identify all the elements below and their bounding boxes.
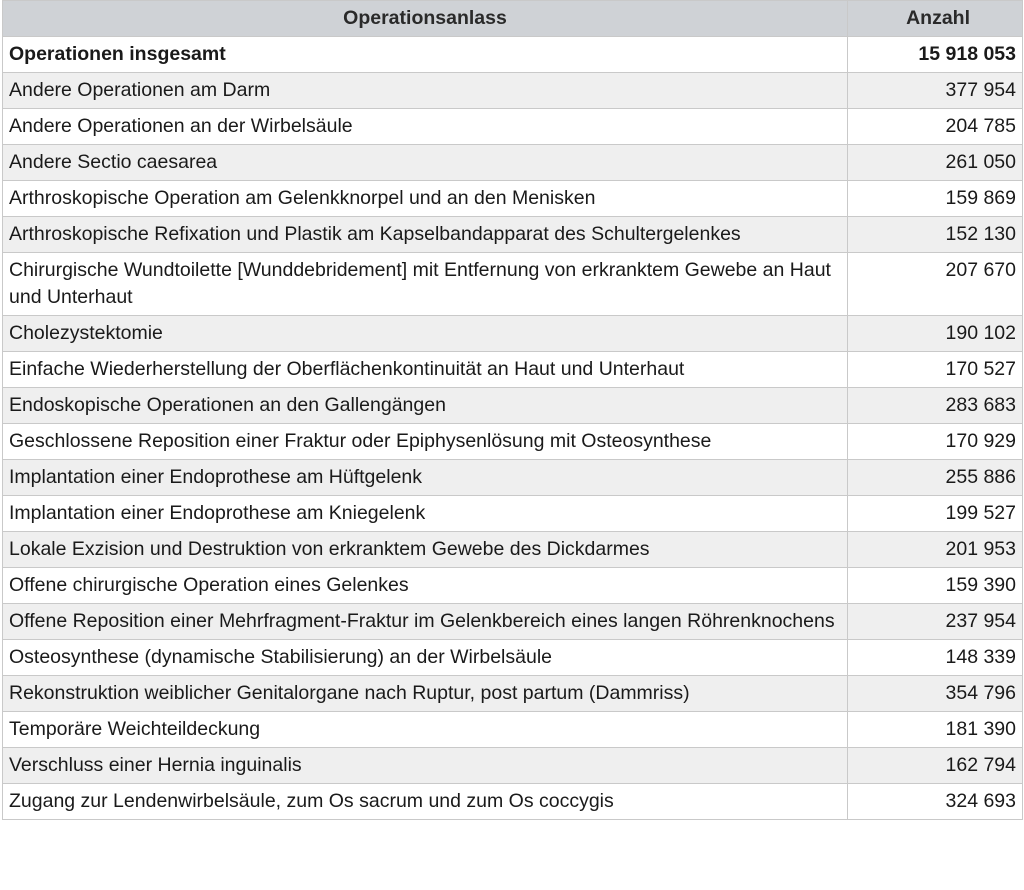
table-row bbox=[3, 712, 1023, 748]
row-count: 377 954 bbox=[848, 73, 1023, 109]
table-row bbox=[3, 424, 1023, 460]
table-row bbox=[3, 676, 1023, 712]
row-operation-name: Andere Operationen an der Wirbelsäule bbox=[3, 109, 848, 145]
row-operation-name: Zugang zur Lendenwirbelsäule, zum Os sacrum und zum Os coccygis bbox=[3, 784, 848, 820]
row-operation-name: Offene chirurgische Operation eines Gelenkes bbox=[3, 568, 848, 604]
row-operation-name: Einfache Wiederherstellung der Oberflächenkontinuität an Haut und Unterhaut bbox=[3, 352, 848, 388]
row-operation-name: Andere Sectio caesarea bbox=[3, 145, 848, 181]
row-operation-name: Implantation einer Endoprothese am Hüftgelenk bbox=[3, 460, 848, 496]
row-operation-name: Rekonstruktion weiblicher Genitalorgane nach Ruptur, post partum (Dammriss) bbox=[3, 676, 848, 712]
row-count: 159 390 bbox=[848, 568, 1023, 604]
table-row bbox=[3, 352, 1023, 388]
row-count: 201 953 bbox=[848, 532, 1023, 568]
row-operation-name: Osteosynthese (dynamische Stabilisierung) an der Wirbelsäule bbox=[3, 640, 848, 676]
table-row bbox=[3, 316, 1023, 352]
row-operation-name: Chirurgische Wundtoilette [Wunddebridement] mit Entfernung von erkranktem Gewebe an Haut und Unterhaut bbox=[3, 253, 848, 316]
row-operation-name: Verschluss einer Hernia inguinalis bbox=[3, 748, 848, 784]
row-operation-name: Endoskopische Operationen an den Gallengängen bbox=[3, 388, 848, 424]
table-row bbox=[3, 496, 1023, 532]
row-count: 162 794 bbox=[848, 748, 1023, 784]
total-row bbox=[3, 37, 1023, 73]
row-operation-name: Implantation einer Endoprothese am Kniegelenk bbox=[3, 496, 848, 532]
table-body bbox=[3, 37, 1023, 820]
table-row bbox=[3, 217, 1023, 253]
table-row bbox=[3, 181, 1023, 217]
row-operation-name: Arthroskopische Refixation und Plastik am Kapselbandapparat des Schultergelenkes bbox=[3, 217, 848, 253]
row-operation-name: Cholezystektomie bbox=[3, 316, 848, 352]
row-count: 181 390 bbox=[848, 712, 1023, 748]
row-count: 207 670 bbox=[848, 253, 1023, 316]
row-operation-name: Lokale Exzision und Destruktion von erkranktem Gewebe des Dickdarmes bbox=[3, 532, 848, 568]
row-operation-name: Temporäre Weichteildeckung bbox=[3, 712, 848, 748]
table-row bbox=[3, 640, 1023, 676]
total-count: 15 918 053 bbox=[848, 37, 1023, 73]
row-count: 159 869 bbox=[848, 181, 1023, 217]
row-operation-name: Offene Reposition einer Mehrfragment-Fraktur im Gelenkbereich eines langen Röhrenknochens bbox=[3, 604, 848, 640]
table-row bbox=[3, 145, 1023, 181]
header-operationsanlass: Operationsanlass bbox=[3, 1, 848, 37]
row-count: 237 954 bbox=[848, 604, 1023, 640]
table-row bbox=[3, 532, 1023, 568]
header-anzahl: Anzahl bbox=[848, 1, 1023, 37]
row-count: 283 683 bbox=[848, 388, 1023, 424]
row-operation-name: Geschlossene Reposition einer Fraktur oder Epiphysenlösung mit Osteosynthese bbox=[3, 424, 848, 460]
row-count: 255 886 bbox=[848, 460, 1023, 496]
row-count: 152 130 bbox=[848, 217, 1023, 253]
row-count: 170 527 bbox=[848, 352, 1023, 388]
row-count: 199 527 bbox=[848, 496, 1023, 532]
table-row bbox=[3, 460, 1023, 496]
operations-table bbox=[2, 0, 1023, 820]
table-row bbox=[3, 604, 1023, 640]
table-row bbox=[3, 784, 1023, 820]
total-label: Operationen insgesamt bbox=[3, 37, 848, 73]
row-count: 148 339 bbox=[848, 640, 1023, 676]
row-count: 170 929 bbox=[848, 424, 1023, 460]
row-count: 261 050 bbox=[848, 145, 1023, 181]
table-row bbox=[3, 568, 1023, 604]
table-row bbox=[3, 253, 1023, 316]
row-operation-name: Andere Operationen am Darm bbox=[3, 73, 848, 109]
header-row bbox=[3, 1, 1023, 37]
table-row bbox=[3, 748, 1023, 784]
row-count: 354 796 bbox=[848, 676, 1023, 712]
row-count: 204 785 bbox=[848, 109, 1023, 145]
table-row bbox=[3, 388, 1023, 424]
row-count: 190 102 bbox=[848, 316, 1023, 352]
table-row bbox=[3, 109, 1023, 145]
table-row bbox=[3, 73, 1023, 109]
row-operation-name: Arthroskopische Operation am Gelenkknorpel und an den Menisken bbox=[3, 181, 848, 217]
row-count: 324 693 bbox=[848, 784, 1023, 820]
